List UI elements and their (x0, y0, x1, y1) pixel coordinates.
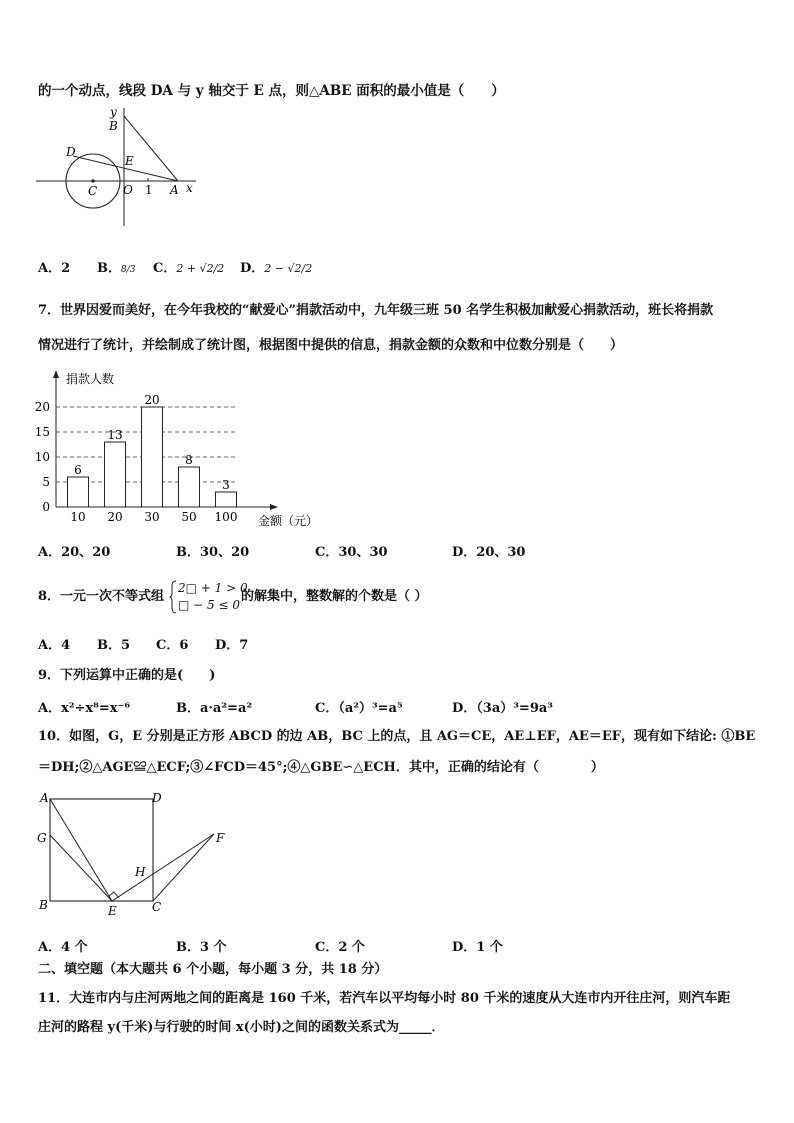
label-d: D (66, 145, 76, 159)
q9-option-c[interactable]: C．（a²）³=a⁵ (315, 701, 403, 716)
q6-option-b-prefix: B． (97, 261, 121, 276)
q10-option-b[interactable]: B．3 个 (176, 940, 227, 955)
chart-data-label: 20 (144, 393, 160, 407)
q7-option-d[interactable]: D．20、30 (452, 545, 526, 560)
q6-option-c[interactable] (153, 257, 224, 276)
label-one: 1 (145, 183, 153, 197)
q9-stem: 9．下列运算中正确的是( ) (38, 668, 216, 683)
label-a10: A (40, 791, 49, 805)
q8-option-d[interactable]: D．7 (215, 638, 249, 653)
chart-data-label: 6 (74, 463, 82, 477)
q8-system-line1: 2□ + 1 > 0 (178, 581, 248, 595)
section2-title: 二、填空题（本大题共 6 个小题，每小题 3 分，共 18 分） (38, 962, 388, 977)
q9-option-d[interactable]: D．（3a）³=9a³ (452, 701, 553, 716)
chart-data-label: 8 (185, 453, 193, 467)
chart-bar-20 (105, 442, 126, 507)
q6-option-a[interactable]: A．2 (38, 261, 71, 276)
segment-ae (50, 799, 112, 901)
q7-bar-chart (32, 367, 332, 535)
label-x: x (186, 181, 193, 195)
chart-y-tick-label: 10 (34, 450, 50, 464)
q10-option-a[interactable]: A．4 个 (38, 940, 88, 955)
q10-option-c[interactable]: C．2 个 (315, 940, 365, 955)
q6-option-c-value: 2 + √2/2 (176, 262, 225, 275)
label-o: O (123, 183, 133, 197)
chart-x-tick-label: 30 (144, 510, 160, 524)
chart-bar-10 (68, 477, 89, 507)
chart-data-label: 3 (222, 478, 230, 492)
q7-option-a[interactable]: A．20、20 (38, 545, 111, 560)
chart-bar-30 (142, 407, 163, 507)
q8-brace (169, 580, 177, 614)
label-d10: D (152, 791, 162, 805)
label-g10: G (37, 831, 47, 845)
q6-option-b[interactable] (97, 257, 135, 276)
q7-stem-line2: 情况进行了统计，并绘制成了统计图，根据图中提供的信息，捐款金额的众数和中位数分别是（ ） (38, 338, 624, 353)
q6-option-d[interactable] (240, 257, 312, 276)
label-f10: F (216, 831, 225, 845)
square-abcd (50, 799, 153, 901)
chart-x-tick-label: 10 (70, 510, 86, 524)
chart-x-tick-label: 20 (107, 510, 123, 524)
q8-option-b[interactable]: B．5 (97, 638, 131, 653)
center-dot (91, 179, 94, 182)
label-b: B (109, 119, 118, 133)
label-b10: B (39, 898, 48, 912)
chart-y-tick-label: 20 (34, 400, 50, 414)
label-h10: H (135, 865, 146, 879)
q9-option-a[interactable]: A．x²÷x⁸=x⁻⁶ (38, 701, 131, 716)
chart-x-arrow (270, 504, 278, 510)
q6-stem: 的一个动点，线段 DA 与 y 轴交于 E 点，则△ABE 面积的最小值是（ ） (38, 83, 505, 99)
q10-stem-line2: ＝DH;②△AGE≌△ECF;③∠FCD＝45°;④△GBE∽△ECH．其中，正确的结论有（ ） (38, 760, 604, 775)
q10-figure (34, 788, 234, 920)
segment-ge (50, 835, 112, 901)
q11-line2: 庄河的路程 y(千米)与行驶的时间 x(小时)之间的函数关系式为_____． (38, 1020, 445, 1035)
label-y: y (110, 105, 117, 119)
q6-option-d-value: 2 − √2/2 (264, 262, 313, 275)
q11-line1: 11．大连市内与庄河两地之间的距离是 160 千米，若汽车以平均每小时 80 千米的速度从大连市内开往庄河，则汽车距 (38, 991, 731, 1006)
chart-data-label: 13 (107, 428, 123, 442)
chart-bar-100 (216, 492, 237, 507)
chart-y-tick-label: 15 (34, 425, 50, 439)
q6-figure (36, 104, 206, 230)
q9-option-b[interactable]: B．a·a²=a² (176, 701, 253, 716)
q6-option-d-prefix: D． (240, 261, 265, 276)
q10-option-d[interactable]: D．1 个 (452, 940, 503, 955)
chart-x-tick-label: 50 (181, 510, 197, 524)
chart-ylabel: 捐款人数 (66, 372, 115, 386)
q8-system-line2: □ − 5 ≤ 0 (178, 598, 240, 612)
q8-stem-after: 的解集中，整数解的个数是（ ） (241, 589, 428, 604)
chart-xlabel: 金额（元） (258, 514, 319, 528)
q7-stem-line1: 7．世界因爱而美好，在今年我校的“献爱心”捐款活动中，九年级三班 50 名学生积极加献爱心捐款活动，班长将捐款 (38, 303, 714, 318)
q10-stem-line1: 10．如图，G，E 分别是正方形 ABCD 的边 AB，BC 上的点，且 AG＝CE，AE⊥EF，AE＝EF，现有如下结论: ①BE (38, 729, 756, 744)
segment-ef (112, 834, 214, 901)
label-a: A (170, 183, 179, 197)
chart-y-arrow (53, 370, 59, 378)
q7-option-c[interactable]: C．30、30 (315, 545, 388, 560)
label-e: E (125, 154, 134, 168)
label-c: C (88, 184, 98, 198)
q6-option-c-prefix: C． (153, 261, 177, 276)
chart-x-tick-label: 100 (214, 510, 238, 524)
q6-option-b-value: 8/3 (121, 265, 136, 275)
q8-option-c[interactable]: C．6 (156, 638, 189, 653)
chart-y-tick-label: 0 (42, 500, 50, 514)
right-angle-mark (109, 892, 118, 897)
chart-bar-50 (179, 467, 200, 507)
q8-stem-before: 8．一元一次不等式组 (38, 589, 165, 604)
q7-option-b[interactable]: B．30、20 (176, 545, 250, 560)
q8-option-a[interactable]: A．4 (38, 638, 71, 653)
segment-ba (124, 116, 178, 181)
label-c10: C (152, 900, 162, 914)
label-e10: E (108, 904, 117, 918)
chart-y-tick-label: 5 (42, 475, 50, 489)
